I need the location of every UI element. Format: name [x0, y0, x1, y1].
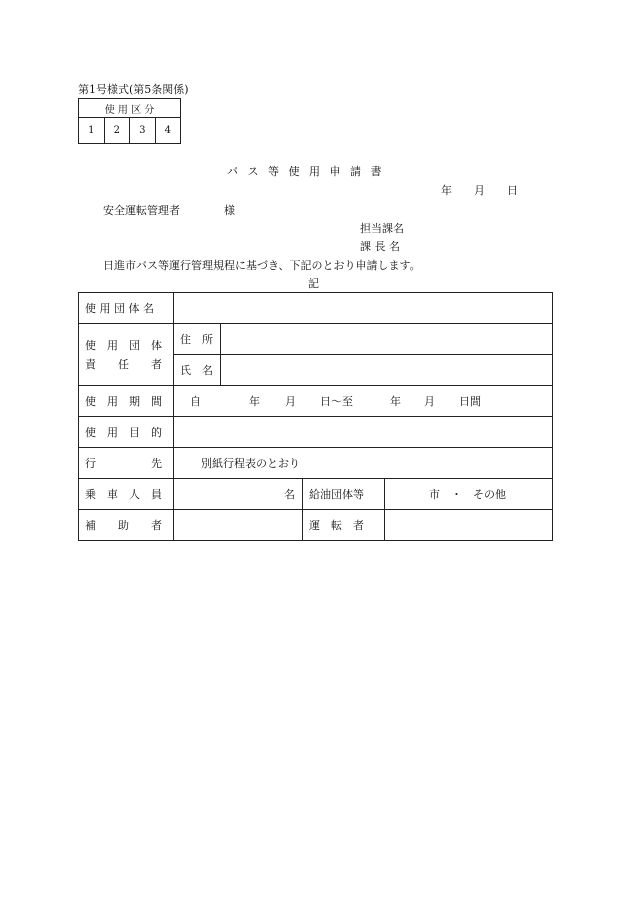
purpose-label: 使 用 目 的: [79, 417, 174, 448]
group-name-label: 使 用 団 体 名: [79, 293, 174, 324]
purpose-field[interactable]: [174, 417, 553, 448]
addressee: 安全運転管理者 様: [103, 204, 235, 217]
usage-class-option-4[interactable]: 4: [155, 118, 181, 144]
period-label: 使 用 期 間: [79, 386, 174, 417]
period-field[interactable]: [174, 386, 553, 417]
form-number: 第1号様式(第5条関係): [78, 83, 189, 96]
group-rep-line2: 責 任 者: [85, 358, 162, 371]
passengers-field[interactable]: [174, 479, 303, 510]
application-table: [78, 292, 553, 541]
chief-name-label: 課 長 名: [360, 240, 400, 253]
assistant-label: 補 助 者: [79, 510, 174, 541]
passengers-label: 乗 車 人 員: [79, 479, 174, 510]
address-label: 住 所: [174, 324, 221, 355]
period-days: 日間: [459, 395, 481, 408]
usage-class-option-1[interactable]: 1: [79, 118, 105, 144]
fuel-value: 市 ・ その他: [429, 488, 506, 501]
group-rep-line1: 使 用 団 体: [85, 339, 162, 352]
destination-field[interactable]: [174, 448, 553, 479]
group-name-field[interactable]: [174, 293, 553, 324]
driver-field[interactable]: [385, 510, 553, 541]
period-from: 自: [190, 395, 201, 408]
intro-text: 日進市バス等運行管理規程に基づき、下記のとおり申請します。: [103, 259, 421, 272]
name-label: 氏 名: [174, 355, 221, 386]
assistant-field[interactable]: [174, 510, 303, 541]
address-field[interactable]: [221, 324, 553, 355]
name-field[interactable]: [221, 355, 553, 386]
period-day-to: 日〜至: [320, 395, 353, 408]
usage-class-option-2[interactable]: 2: [104, 118, 130, 144]
driver-label: 運 転 者: [303, 510, 385, 541]
ki-heading: 記: [308, 277, 319, 290]
usage-class-option-3[interactable]: 3: [130, 118, 156, 144]
fuel-field[interactable]: [385, 479, 553, 510]
group-representative-label: [79, 324, 174, 386]
date-line: 年 月 日: [441, 184, 518, 197]
period-month-1: 月: [285, 395, 296, 408]
document-title: バ ス 等 使 用 申 請 書: [227, 165, 385, 178]
period-year-2: 年: [390, 395, 401, 408]
usage-class-box: [78, 98, 181, 144]
destination-value: 別紙行程表のとおり: [201, 457, 300, 470]
usage-class-header: 使 用 区 分: [79, 99, 181, 118]
dept-name-label: 担当課名: [360, 222, 404, 235]
period-year-1: 年: [249, 395, 260, 408]
passengers-unit: 名: [284, 488, 295, 501]
destination-label: 行 先: [79, 448, 174, 479]
fuel-label: 給油団体等: [303, 479, 385, 510]
period-month-2: 月: [424, 395, 435, 408]
